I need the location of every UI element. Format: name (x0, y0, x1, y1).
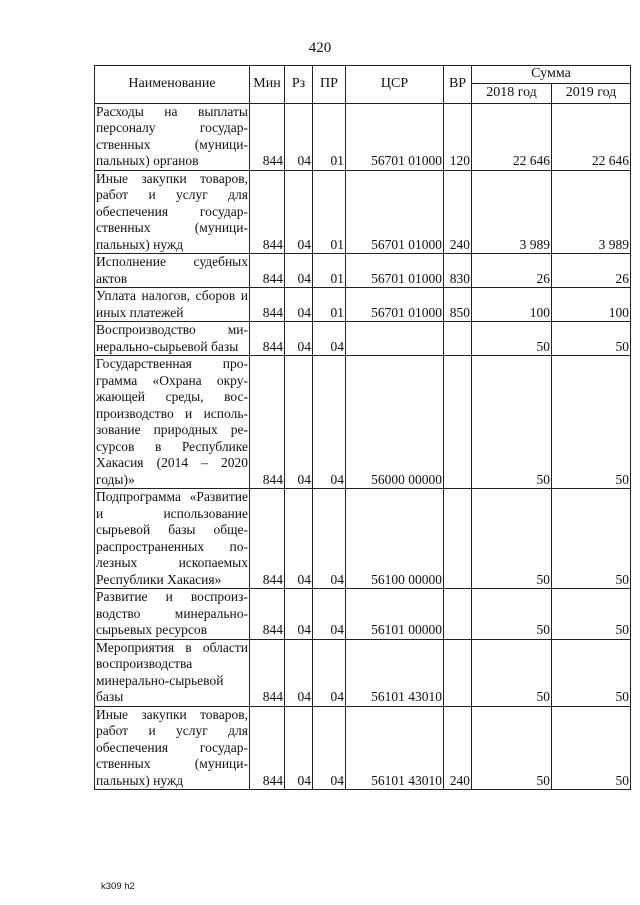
row-csr: 56101 43010 (346, 639, 444, 706)
row-min: 844 (250, 322, 285, 356)
row-vr (444, 322, 472, 356)
row-sum-2019: 26 (552, 254, 631, 288)
page-number: 420 (308, 40, 332, 56)
row-vr (444, 356, 472, 489)
row-rz: 04 (285, 254, 313, 288)
table-header (95, 66, 631, 104)
table-row (95, 103, 631, 170)
row-name: Развитие и воспроизводство минерально-сырьевых ресурсов (96, 589, 248, 637)
row-rz: 04 (285, 489, 313, 589)
row-sum-2018: 50 (472, 322, 552, 356)
row-name: Мероприятия в области воспроизводства минерально-сырьевой базы (96, 639, 248, 704)
table-row (95, 170, 631, 254)
row-csr: 56701 01000 (346, 288, 444, 322)
row-min: 844 (250, 706, 285, 790)
row-pr: 04 (313, 489, 346, 589)
row-min: 844 (250, 103, 285, 170)
row-pr: 04 (313, 589, 346, 640)
row-csr: 56101 43010 (346, 706, 444, 790)
row-csr: 56100 00000 (346, 489, 444, 589)
row-vr (444, 589, 472, 640)
row-sum-2018: 22 646 (472, 103, 552, 170)
row-csr: 56701 01000 (346, 170, 444, 254)
row-name: Подпрограмма «Развитие и использование сырьевой базы общераспространенных полезных ископаемых Республики Хакасия» (96, 489, 248, 587)
row-name: Воспроизводство минерально-сырьевой базы (96, 322, 248, 354)
row-sum-2019: 22 646 (552, 103, 631, 170)
row-csr: 56701 01000 (346, 254, 444, 288)
row-sum-2018: 50 (472, 706, 552, 790)
row-name: Расходы на выплаты персоналу государственных (муниципальных) органов (96, 103, 248, 168)
row-name: Уплата налогов, сборов и иных платежей (96, 288, 248, 320)
row-name: Государственная программа «Охрана окружающей среды, воспроизводство и использование природных ресурсов в Республике Хакасия (2014 – 2020 годы)» (96, 356, 248, 487)
header-rz: Рз (285, 66, 313, 104)
row-csr: 56701 01000 (346, 103, 444, 170)
row-pr: 01 (313, 103, 346, 170)
header-min: Мин (250, 66, 285, 104)
row-name: Исполнение судебных актов (96, 254, 248, 286)
row-pr: 04 (313, 639, 346, 706)
row-sum-2019: 100 (552, 288, 631, 322)
row-pr: 04 (313, 706, 346, 790)
row-rz: 04 (285, 103, 313, 170)
row-vr: 240 (444, 706, 472, 790)
table-row (95, 589, 631, 640)
row-vr (444, 639, 472, 706)
row-sum-2019: 50 (552, 589, 631, 640)
row-vr: 830 (444, 254, 472, 288)
table-row (95, 489, 631, 589)
row-pr: 01 (313, 254, 346, 288)
row-vr: 850 (444, 288, 472, 322)
row-csr (346, 322, 444, 356)
header-sum: Сумма (472, 66, 631, 84)
row-sum-2018: 3 989 (472, 170, 552, 254)
row-sum-2019: 50 (552, 356, 631, 489)
header-name: Наименование (95, 66, 250, 104)
row-sum-2019: 50 (552, 639, 631, 706)
table-row (95, 254, 631, 288)
header-pr: ПР (313, 66, 346, 104)
row-min: 844 (250, 489, 285, 589)
row-rz: 04 (285, 288, 313, 322)
row-min: 844 (250, 288, 285, 322)
row-min: 844 (250, 254, 285, 288)
row-rz: 04 (285, 706, 313, 790)
table-row (95, 356, 631, 489)
row-csr: 56101 00000 (346, 589, 444, 640)
row-name: Иные закупки товаров, работ и услуг для обеспечения государственных (муниципальных) нужд (96, 706, 248, 788)
row-rz: 04 (285, 170, 313, 254)
row-pr: 04 (313, 322, 346, 356)
row-sum-2018: 50 (472, 639, 552, 706)
row-min: 844 (250, 589, 285, 640)
row-rz: 04 (285, 589, 313, 640)
table-body (95, 103, 631, 790)
row-sum-2019: 50 (552, 489, 631, 589)
row-min: 844 (250, 356, 285, 489)
row-sum-2018: 50 (472, 589, 552, 640)
row-pr: 01 (313, 170, 346, 254)
row-vr: 120 (444, 103, 472, 170)
header-2018: 2018 год (472, 83, 552, 103)
table-row (95, 322, 631, 356)
row-pr: 01 (313, 288, 346, 322)
table-row (95, 639, 631, 706)
row-rz: 04 (285, 356, 313, 489)
row-sum-2018: 100 (472, 288, 552, 322)
row-sum-2019: 3 989 (552, 170, 631, 254)
row-vr: 240 (444, 170, 472, 254)
row-sum-2018: 50 (472, 489, 552, 589)
row-sum-2019: 50 (552, 322, 631, 356)
header-2019: 2019 год (552, 83, 631, 103)
row-min: 844 (250, 170, 285, 254)
footer-code: k309 h2 (101, 881, 135, 892)
budget-table (94, 65, 631, 790)
row-name: Иные закупки товаров, работ и услуг для обеспечения государственных (муниципальных) нужд (96, 170, 248, 252)
table-row (95, 706, 631, 790)
row-rz: 04 (285, 639, 313, 706)
header-csr: ЦСР (346, 66, 444, 104)
row-rz: 04 (285, 322, 313, 356)
row-sum-2018: 26 (472, 254, 552, 288)
row-sum-2018: 50 (472, 356, 552, 489)
row-pr: 04 (313, 356, 346, 489)
row-min: 844 (250, 639, 285, 706)
row-sum-2019: 50 (552, 706, 631, 790)
header-vr: ВР (444, 66, 472, 104)
row-csr: 56000 00000 (346, 356, 444, 489)
table-row (95, 288, 631, 322)
row-vr (444, 489, 472, 589)
